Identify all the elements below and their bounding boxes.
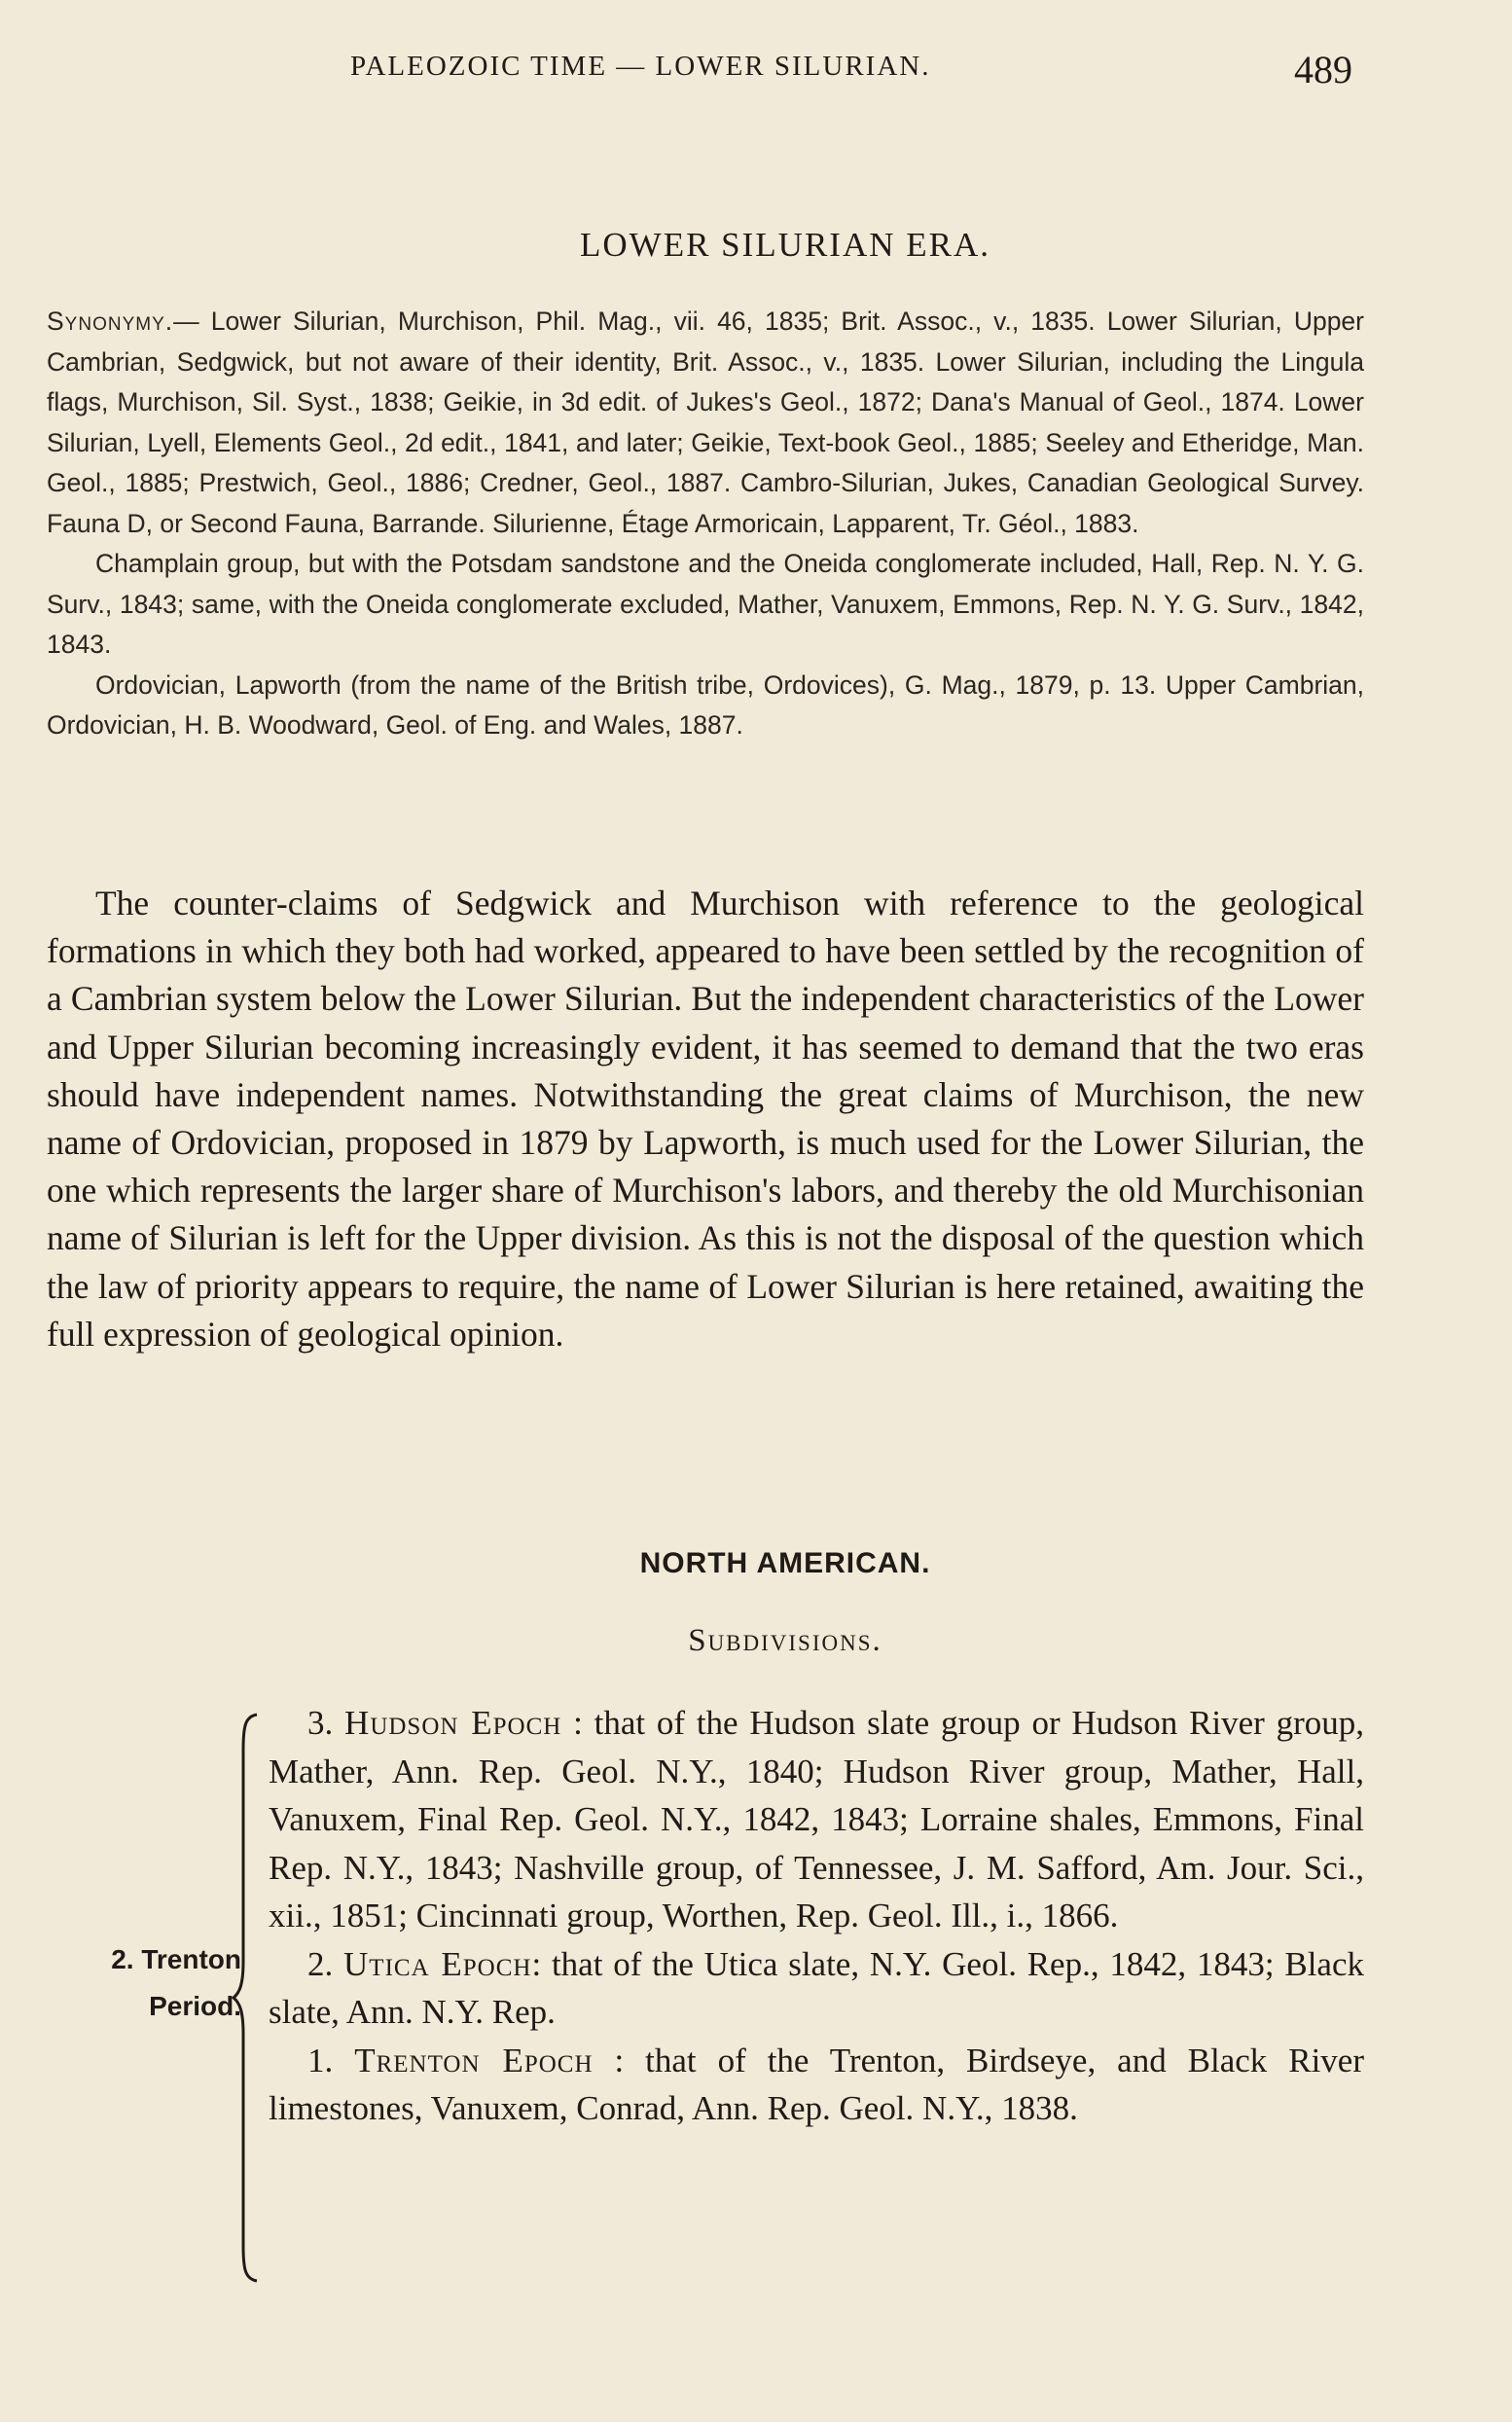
- north-american-heading: NORTH AMERICAN.: [639, 1547, 931, 1579]
- synonymy-paragraph-2: Champlain group, but with the Potsdam sandstone and the Oneida conglomerate included, Hall, Rep. N. Y. G. Surv., 1843; same, with the Oneida conglomerate excluded, Mather, Vanuxem, Emmons, Rep. N. Y. G. Surv., 1842, 1843.: [47, 549, 1364, 659]
- subdivisions-heading: Subdivisions.: [688, 1623, 882, 1658]
- synonymy-lead: Synonymy.: [47, 307, 174, 336]
- epoch-item-utica: [269, 1940, 1364, 2037]
- period-label-line-1: 2. Trenton: [111, 1944, 241, 1974]
- epoch-number: 1.: [307, 2041, 334, 2079]
- era-title: LOWER SILURIAN ERA.: [580, 226, 990, 264]
- epoch-name: Hudson Epoch: [344, 1704, 562, 1742]
- synonymy-text-1: — Lower Silurian, Murchison, Phil. Mag., vii. 46, 1835; Brit. Assoc., v., 1835. Lower Silurian, Upper Cambrian, Sedgwick, but not aware of their identity, Brit. Assoc., v., 1835. Lower Silurian, including the Lingula flags, Murchison, Sil. Syst., 1838; Geikie, in 3d edit. of Jukes's Geol., 1872; Dana's Manual of Geol., 1874. Lower Silurian, Lyell, Elements Geol., 2d edit., 1841, and later; Geikie, Text-book Geol., 1885; Seeley and Etheridge, Man. Geol., 1885; Prestwich, Geol., 1886; Credner, Geol., 1887. Cambro-Silurian, Jukes, Canadian Geological Survey. Fauna D, or Second Fauna, Barrande. Silurienne, Étage Armoricain, Lapparent, Tr. Géol., 1883.: [47, 307, 1364, 538]
- page-header: [0, 48, 1512, 97]
- period-label: [47, 1936, 241, 2030]
- running-title: PALEOZOIC TIME — LOWER SILURIAN.: [350, 51, 931, 82]
- epoch-name: Utica Epoch: [343, 1944, 532, 1983]
- main-text: [47, 880, 1364, 1358]
- epoch-number: 2.: [307, 1944, 334, 1983]
- page-number: 489: [1294, 48, 1352, 91]
- epoch-name: Trenton Epoch: [354, 2041, 594, 2079]
- epoch-text: : that of the Utica slate, N.Y. Geol. Rep., 1842, 1843; Black slate, Ann. N.Y. Rep.: [269, 1944, 1364, 2031]
- epoch-number: 3.: [307, 1704, 334, 1742]
- synonymy-section: [47, 302, 1364, 746]
- epoch-item-hudson: [269, 1699, 1364, 1940]
- epoch-item-trenton: [269, 2037, 1364, 2133]
- synonymy-paragraph-3: Ordovician, Lapworth (from the name of the British tribe, Ordovices), G. Mag., 1879, p. 13. Upper Cambrian, Ordovician, H. B. Woodward, Geol. of Eng. and Wales, 1887.: [47, 669, 1364, 740]
- body-paragraph: The counter-claims of Sedgwick and Murchison with reference to the geological formations in which they both had worked, appeared to have been settled by the recognition of a Cambrian system below the Lower Silurian. But the independent characteristics of the Lower and Upper Silurian becoming increasingly evident, it has seemed to demand that the two eras should have independent names. Notwithstanding the great claims of Murchison, the new name of Ordovician, proposed in 1879 by Lapworth, is much used for the Lower Silurian, the one which represents the larger share of Murchison's labors, and thereby the old Murchisonian name of Silurian is left for the Upper division. As this is not the disposal of the question which the law of priority appears to require, the name of Lower Silurian is here retained, awaiting the full expression of geological opinion.: [47, 884, 1364, 1354]
- period-label-line-2: Period.: [149, 1991, 241, 2021]
- curly-brace: [232, 1711, 261, 2285]
- epoch-text: : that of the Hudson slate group or Hudson River group, Mather, Ann. Rep. Geol. N.Y., 1840; Hudson River group, Mather, Hall, Vanuxem, Final Rep. Geol. N.Y., 1842, 1843; Lorraine shales, Emmons, Final Rep. N.Y., 1843; Nashville group, of Tennessee, J. M. Safford, Am. Jour. Sci., xii., 1851; Cincinnati group, Worthen, Rep. Geol. Ill., i., 1866.: [269, 1704, 1365, 1934]
- epoch-text: : that of the Trenton, Birdseye, and Black River limestones, Vanuxem, Conrad, Ann. Rep. Geol. N.Y., 1838.: [269, 2041, 1364, 2127]
- epochs-list: [269, 1699, 1364, 2133]
- synonymy-paragraph-1: [47, 302, 1364, 544]
